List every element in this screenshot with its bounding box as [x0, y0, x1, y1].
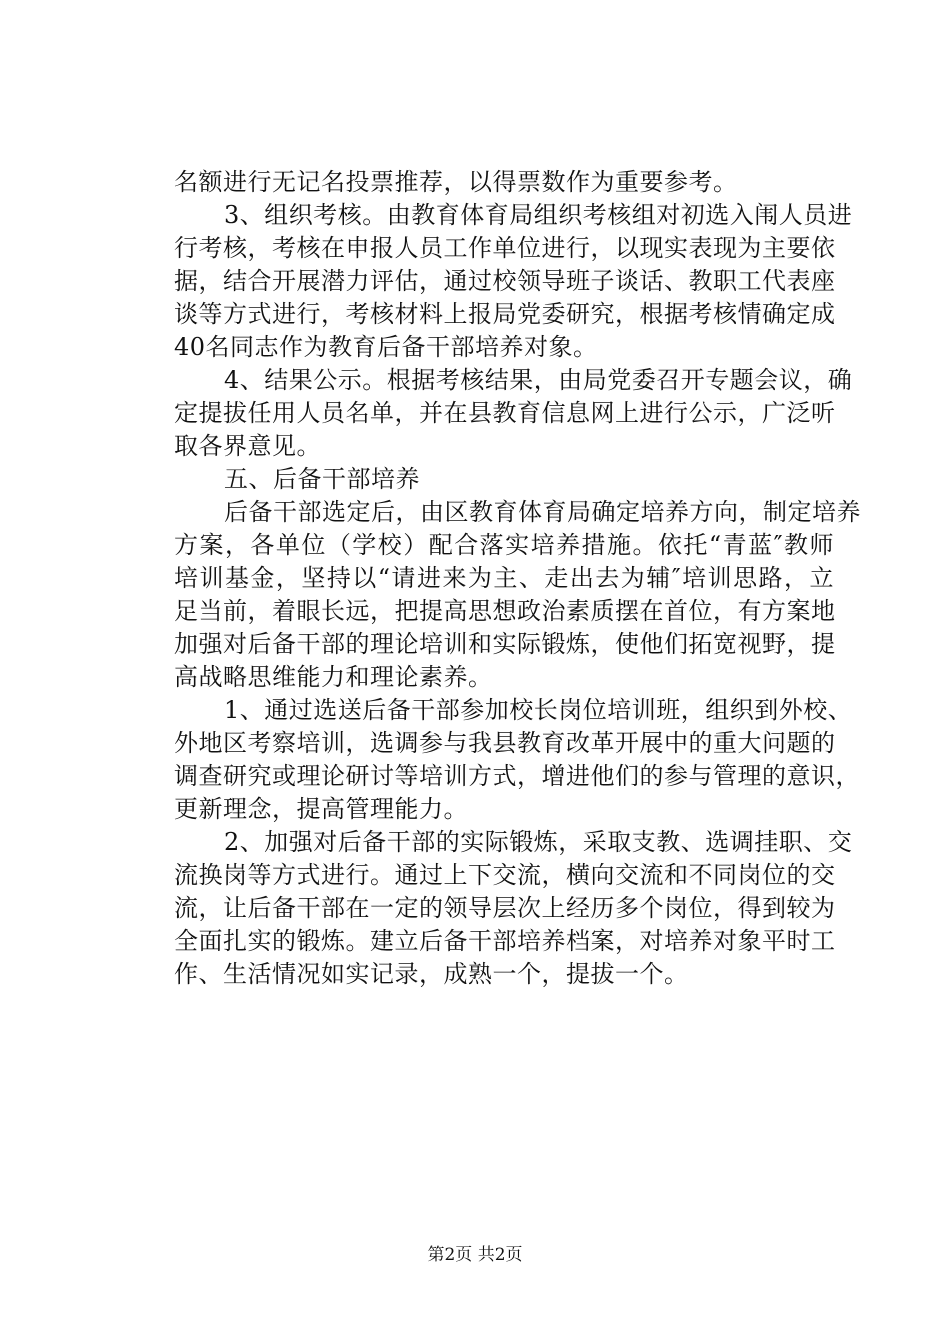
text-line: 取各界意见。 — [174, 432, 321, 460]
text-line: 行考核，考核在申报人员工作单位进行，以现实表现为主要依 — [174, 234, 836, 262]
text-line: 2、加强对后备干部的实际锻炼，采取支教、选调挂职、交 — [224, 828, 853, 856]
page-footer: 第2页 共2页 — [427, 1245, 523, 1265]
text-line: 高战略思维能力和理论素养。 — [174, 663, 493, 691]
text-line: 流换岗等方式进行。通过上下交流，横向交流和不同岗位的交 — [174, 861, 836, 889]
text-line: 后备干部选定后，由区教育体育局确定培养方向，制定培养 — [224, 498, 861, 526]
text-line: 谈等方式进行，考核材料上报局党委研究，根据考核情确定成 — [174, 300, 836, 328]
text-line: 4、结果公示。根据考核结果，由局党委召开专题会议，确 — [224, 366, 853, 394]
text-line: 培训基金，坚持以“请进来为主、走出去为辅″培训思路，立 — [174, 564, 834, 592]
text-line: 更新理念，提高管理能力。 — [174, 795, 468, 823]
text-line: 加强对后备干部的理论培训和实际锻炼，使他们拓宽视野，提 — [174, 630, 836, 658]
text-line: 40名同志作为教育后备干部培养对象。 — [174, 333, 598, 361]
text-line: 名额进行无记名投票推荐，以得票数作为重要参考。 — [174, 168, 738, 196]
text-line: 据，结合开展潜力评估，通过校领导班子谈话、教职工代表座 — [174, 267, 836, 295]
text-line: 3、组织考核。由教育体育局组织考核组对初选入闱人员进 — [224, 201, 853, 229]
document-body — [174, 166, 861, 991]
text-line: 足当前，着眼长远，把提高思想政治素质摆在首位，有方案地 — [174, 597, 836, 625]
text-line: 外地区考察培训，选调参与我县教育改革开展中的重大问题的 — [174, 729, 836, 757]
text-line: 定提拔任用人员名单，并在县教育信息网上进行公示，广泛听 — [174, 399, 836, 427]
text-line: 调查研究或理论研讨等培训方式，增进他们的参与管理的意识， — [174, 762, 860, 790]
section-heading: 五、后备干部培养 — [224, 465, 420, 493]
text-line: 作、生活情况如实记录，成熟一个，提拔一个。 — [174, 960, 689, 988]
text-line: 全面扎实的锻炼。建立后备干部培养档案，对培养对象平时工 — [174, 927, 836, 955]
text-line: 流，让后备干部在一定的领导层次上经历多个岗位，得到较为 — [174, 894, 836, 922]
text-line: 1、通过选送后备干部参加校长岗位培训班，组织到外校、 — [224, 696, 853, 724]
text-line: 方案，各单位（学校）配合落实培养措施。依托“青蓝″教师 — [174, 531, 834, 559]
